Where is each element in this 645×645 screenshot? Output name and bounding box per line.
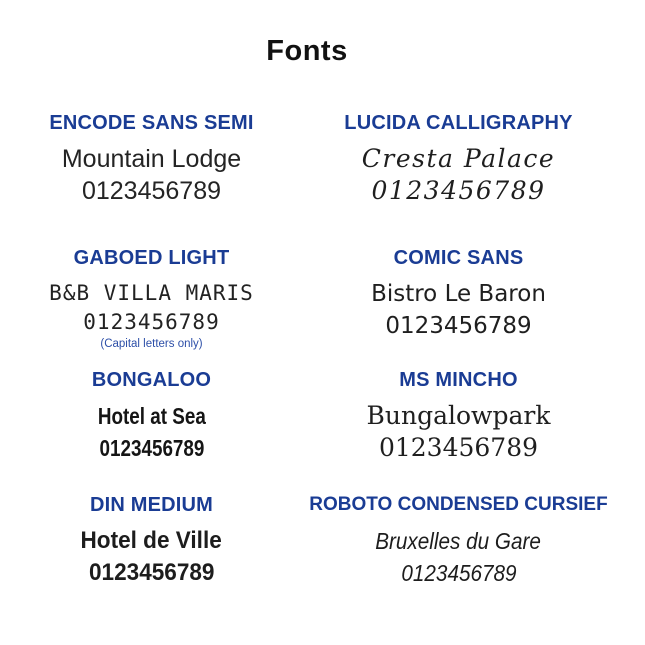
font-sample-digits: 0123456789 — [378, 433, 539, 462]
font-name-label: MS MINCHO — [399, 369, 518, 391]
font-sample-din-medium — [0, 492, 303, 602]
font-sample-digits: 0123456789 — [99, 435, 204, 461]
font-sample-text: Bungalowpark — [366, 401, 551, 430]
font-sample-comic-sans — [303, 245, 614, 367]
font-sample-digits: 0123456789 — [400, 560, 517, 586]
font-sample-gaboed-light — [0, 245, 303, 367]
font-sample-roboto-condensed-cursief — [303, 492, 614, 602]
font-sample-text: Cresta Palace — [361, 144, 556, 173]
font-sample-grid — [0, 110, 614, 602]
font-sample-text: Hotel de Ville — [80, 527, 223, 554]
font-sample-text: Mountain Lodge — [61, 145, 242, 173]
font-sample-lucida-calligraphy — [303, 110, 614, 245]
font-name-label: ENCODE SANS SEMI — [49, 112, 254, 134]
page-title: Fonts — [266, 35, 348, 67]
font-sample-encode-sans-semi — [0, 110, 303, 245]
font-sample-ms-mincho — [303, 367, 614, 492]
font-sample-digits: 0123456789 — [88, 559, 215, 586]
font-name-label: DIN MEDIUM — [89, 494, 214, 516]
font-sample-digits: 0123456789 — [81, 177, 222, 205]
font-sample-digits: 0123456789 — [83, 310, 220, 334]
font-sample-text: B&B VILLA MARIS — [49, 281, 254, 305]
font-sample-text: Bistro Le Baron — [371, 281, 546, 307]
font-name-label: GABOED LIGHT — [73, 247, 230, 269]
font-name-label: LUCIDA CALLIGRAPHY — [344, 112, 573, 134]
font-sample-digits: 0123456789 — [385, 313, 532, 339]
font-sample-digits: 0123456789 — [371, 176, 546, 205]
font-name-label: ROBOTO CONDENSED CURSIEF — [309, 494, 608, 515]
font-sample-text: Hotel at Sea — [97, 403, 206, 429]
font-sample-note: (Capital letters only) — [100, 338, 203, 350]
font-sample-bongaloo — [0, 367, 303, 492]
font-name-label: BONGALOO — [91, 369, 212, 391]
font-sample-text: Bruxelles du Gare — [375, 528, 542, 554]
font-name-label: COMIC SANS — [393, 247, 524, 269]
